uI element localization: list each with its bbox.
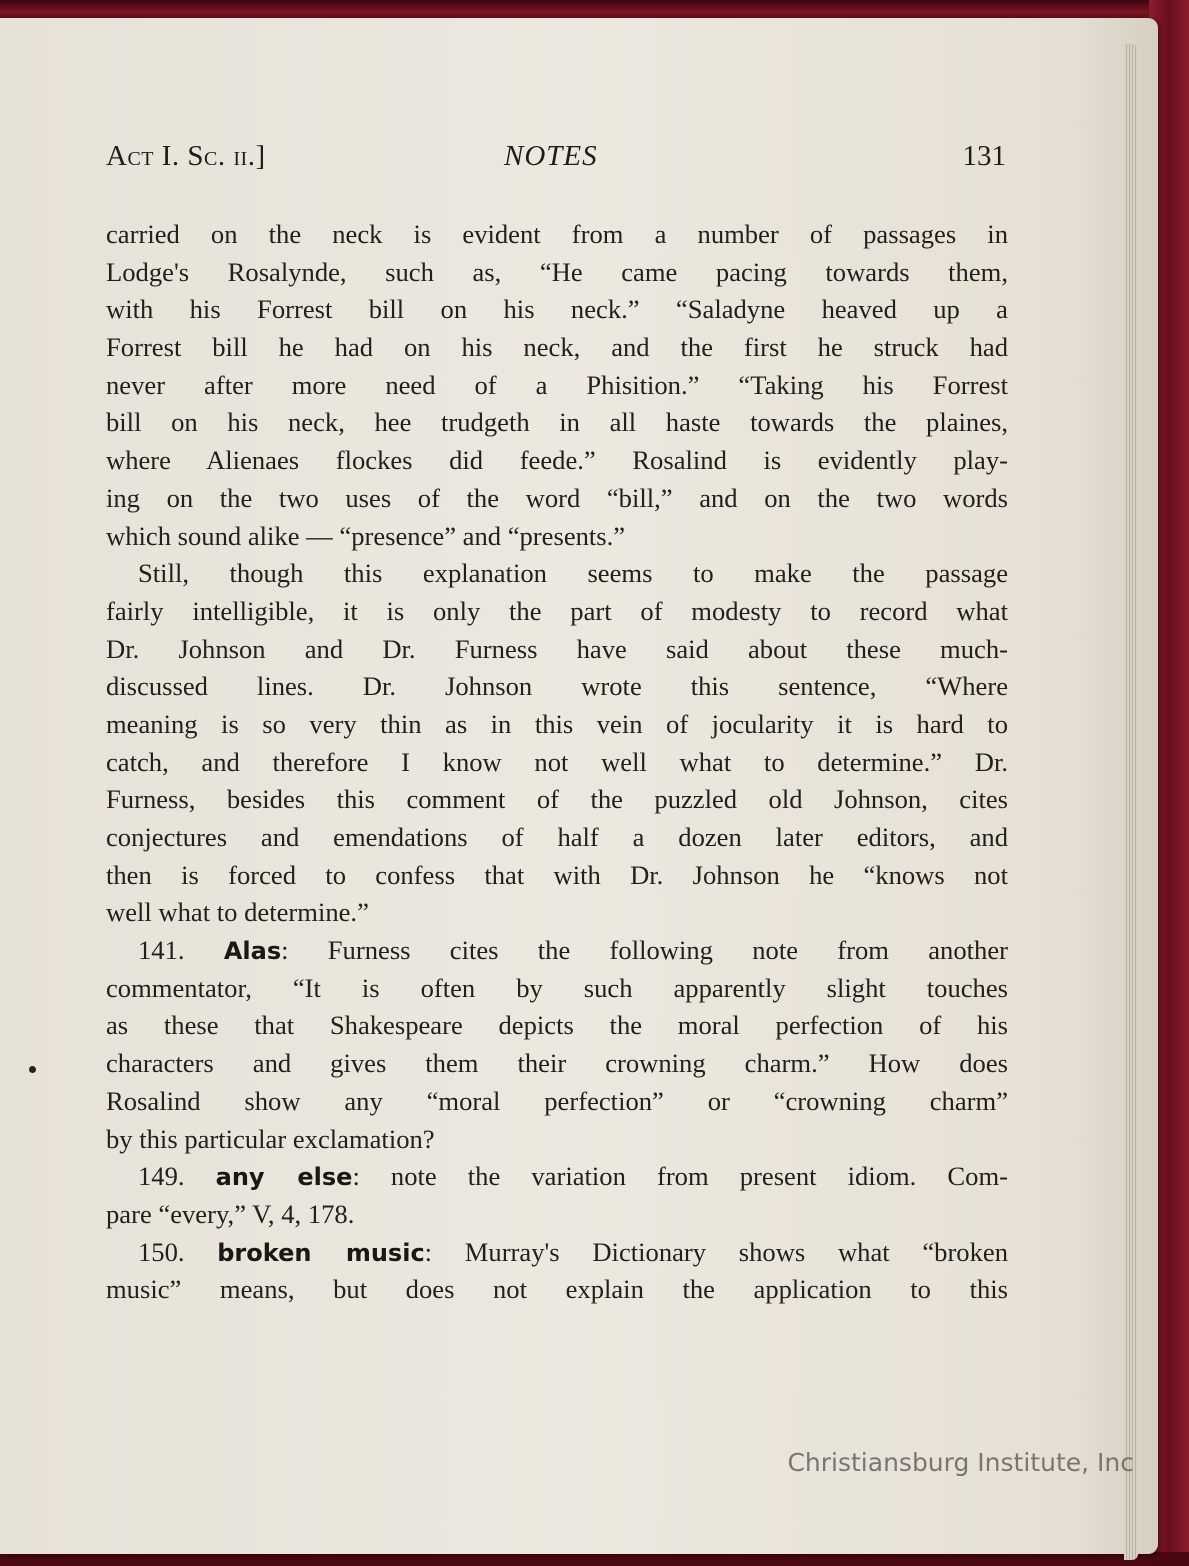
note-150 <box>106 1234 1008 1309</box>
text-line: Dr. Johnson and Dr. Furness have said about these much- <box>106 633 1008 664</box>
paragraph-1 <box>106 216 1008 555</box>
section-title: NOTES <box>504 140 598 172</box>
text-line: Forrest bill he had on his neck, and the first he struck had <box>106 332 1008 363</box>
page-text <box>106 216 1008 1309</box>
text-line: ing on the two uses of the word “bill,” and on the two words <box>106 482 1008 513</box>
note-first-line <box>106 932 1008 970</box>
note-lemma: any else <box>215 1163 353 1192</box>
text-line: carried on the neck is evident from a number of passages in <box>106 219 1008 249</box>
text-line: fairly intelligible, it is only the part of modesty to record what <box>106 595 1008 626</box>
text-line: where Alienaes flockes did feede.” Rosalind is evidently play- <box>106 445 1008 476</box>
text-line: by this particular exclamation? <box>106 1123 435 1154</box>
page-number: 131 <box>962 140 1006 172</box>
text-line: music” means, but does not explain the application to this <box>106 1274 1008 1305</box>
page-header <box>106 140 1006 180</box>
note-first-line <box>106 1158 1008 1196</box>
text-line: catch, and therefore I know not well what to determine.” Dr. <box>106 746 1008 777</box>
note-lemma: Alas <box>223 937 282 966</box>
book-cover-bottom <box>0 1552 1189 1566</box>
text-line: commentator, “It is often by such apparently slight touches <box>106 972 1008 1003</box>
text-line: as these that Shakespeare depicts the moral perfection of his <box>106 1010 1008 1041</box>
text-line: Furness, besides this comment of the puzzled old Johnson, cites <box>106 784 1008 815</box>
text-line: discussed lines. Dr. Johnson wrote this sentence, “Where <box>106 671 1008 702</box>
text-line: Rosalind show any “moral perfection” or “crowning charm” <box>106 1085 1008 1116</box>
note-number: 141. <box>138 935 185 966</box>
text-line: : Murray's Dictionary shows what “broken <box>424 1236 1008 1267</box>
text-line: : note the variation from present idiom. Com- <box>352 1161 1008 1192</box>
text-line: Still, though this explanation seems to make the passage <box>138 558 1008 589</box>
note-lemma: broken music <box>217 1238 425 1267</box>
note-141 <box>106 932 1008 1158</box>
margin-mark <box>29 1066 36 1073</box>
running-head: Act I. Sc. ii.] <box>106 140 266 172</box>
text-line: then is forced to confess that with Dr. Johnson he “knows not <box>106 859 1008 890</box>
text-line: meaning is so very thin as in this vein of jocularity it is hard to <box>106 708 1008 739</box>
note-number: 150. <box>138 1236 185 1267</box>
paragraph-2 <box>106 555 1008 932</box>
text-line: never after more need of a Phisition.” “Taking his Forrest <box>106 369 1008 400</box>
note-149 <box>106 1158 1008 1233</box>
note-first-line <box>106 1234 1008 1272</box>
text-line: : Furness cites the following note from another <box>281 935 1008 966</box>
note-number: 149. <box>138 1161 185 1192</box>
text-line: well what to determine.” <box>106 897 369 928</box>
text-line: bill on his neck, hee trudgeth in all haste towards the plaines, <box>106 407 1008 438</box>
book-cover-top <box>0 0 1189 20</box>
watermark: Christiansburg Institute, Inc <box>787 1448 1134 1477</box>
text-line: which sound alike — “presence” and “presents.” <box>106 520 626 551</box>
text-line: pare “every,” V, 4, 178. <box>106 1198 355 1229</box>
text-line: with his Forrest bill on his neck.” “Saladyne heaved up a <box>106 294 1008 325</box>
text-line: conjectures and emendations of half a dozen later editors, and <box>106 822 1008 852</box>
text-line: characters and gives them their crowning charm.” How does <box>106 1048 1008 1079</box>
page-edges <box>1124 44 1138 1560</box>
text-line: Lodge's Rosalynde, such as, “He came pacing towards them, <box>106 256 1008 287</box>
